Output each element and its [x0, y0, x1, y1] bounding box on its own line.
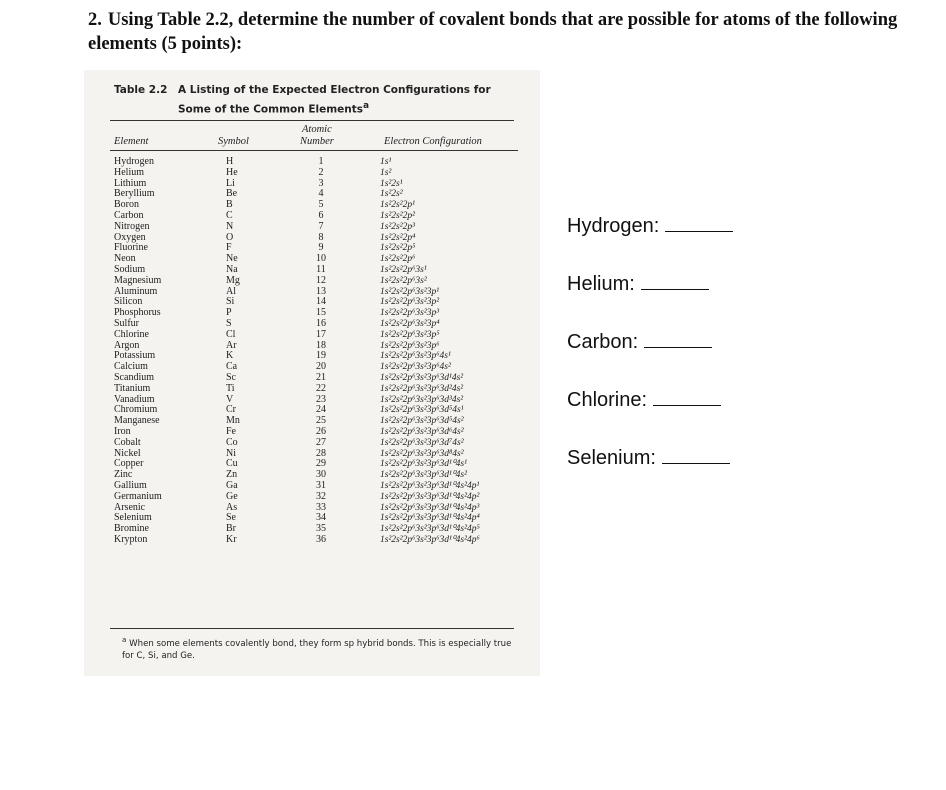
element-name: Krypton [114, 533, 148, 545]
element-symbol: H [226, 156, 234, 167]
table-row [114, 492, 500, 503]
electron-configuration: 1s¹ [380, 157, 392, 167]
element-name: Phosphorus [114, 307, 161, 319]
atomic-number: 27 [316, 436, 326, 448]
header-element: Element [114, 136, 149, 147]
atomic-number: 4 [318, 188, 324, 200]
atomic-number: 34 [316, 512, 326, 524]
element-name: Titanium [114, 382, 151, 394]
element-name: Calcium [114, 361, 148, 373]
answer-label: Selenium: [567, 447, 656, 469]
answer-carbon [567, 329, 712, 354]
element-name: Selenium [114, 512, 152, 524]
element-name: Neon [114, 253, 136, 265]
electron-configuration: 1s²2s²2p⁶3s²3p⁶3d¹⁰4s²4p⁵ [380, 524, 480, 535]
atomic-number: 35 [316, 523, 326, 535]
table-row [114, 362, 500, 373]
atomic-number: 2 [318, 166, 324, 178]
footnote-mark: a [122, 635, 127, 644]
element-name: Boron [114, 199, 139, 211]
atomic-number: 21 [316, 371, 326, 383]
atomic-number: 32 [316, 490, 326, 502]
table-row [114, 211, 500, 222]
element-name: Magnesium [114, 274, 162, 286]
electron-configuration: 1s²2s²2p⁶3s²3p⁶3d⁶4s² [380, 426, 464, 437]
question-number: 2. [88, 10, 102, 30]
table-row [114, 449, 500, 460]
element-symbol: O [226, 231, 234, 243]
atomic-number: 20 [316, 361, 326, 373]
table-row [114, 405, 500, 416]
element-name: Zinc [114, 469, 133, 481]
element-symbol: Cl [226, 328, 236, 340]
electron-configuration: 1s²2s²2p⁶3s² [380, 275, 427, 286]
electron-configuration: 1s²2s²2p⁶3s²3p⁶3d¹4s² [380, 372, 464, 383]
atomic-number: 11 [316, 263, 326, 275]
electron-configuration: 1s²2s²2p⁶3s²3p⁶3d¹⁰4s²4p³ [380, 502, 480, 513]
atomic-number: 13 [316, 285, 326, 297]
element-symbol: Li [226, 177, 235, 189]
table-row [114, 200, 500, 211]
electron-configuration: 1s²2s²2p⁶3s²3p⁶4s¹ [380, 351, 451, 362]
table-row [114, 243, 500, 254]
atomic-number: 15 [316, 307, 326, 319]
electron-configuration: 1s²2s²2p⁶3s²3p⁶3d¹⁰4s² [380, 470, 467, 481]
element-symbol: Cu [226, 458, 238, 470]
element-symbol: Co [226, 436, 238, 448]
answer-blank[interactable] [662, 445, 730, 464]
element-symbol: P [226, 307, 232, 319]
electron-configuration: 1s²2s²2p⁶3s²3p⁶3d⁸4s² [380, 448, 464, 459]
element-symbol: V [226, 393, 234, 405]
table-row [114, 179, 500, 190]
element-symbol: Mg [226, 274, 240, 286]
element-name: Lithium [114, 177, 147, 189]
header-atomic-1: Atomic [302, 124, 332, 135]
element-name: Carbon [114, 209, 144, 221]
element-symbol: Se [226, 512, 236, 524]
element-name: Hydrogen [114, 156, 154, 167]
element-name: Chromium [114, 404, 158, 416]
electron-configuration: 1s²2s²2p⁶3s²3p⁶3d³4s² [380, 394, 464, 405]
electron-configuration: 1s²2s²2p⁶3s¹ [380, 264, 427, 275]
rule-bottom [110, 628, 514, 629]
element-name: Copper [114, 458, 144, 470]
table-row [114, 384, 500, 395]
element-name: Manganese [114, 415, 160, 427]
atomic-number: 31 [316, 479, 326, 491]
element-name: Cobalt [114, 436, 141, 448]
element-name: Sulfur [114, 317, 139, 329]
atomic-number: 8 [318, 231, 324, 243]
element-symbol: F [226, 242, 232, 254]
element-symbol: B [226, 199, 233, 211]
table-row [114, 254, 500, 265]
element-symbol: Fe [226, 425, 236, 437]
table-row [114, 535, 500, 546]
atomic-number: 5 [318, 199, 324, 211]
electron-configuration: 1s²2s²2p⁶3s²3p⁶3d⁷4s² [380, 437, 464, 448]
element-symbol: Na [226, 263, 238, 275]
element-name: Germanium [114, 490, 162, 502]
atomic-number: 28 [316, 447, 326, 459]
header-config: Electron Configuration [384, 136, 482, 147]
question-body: Using Table 2.2, determine the number of covalent bonds that are possible for atoms of the following elements (5 points): [88, 10, 898, 54]
element-symbol: Ne [226, 253, 238, 265]
element-symbol: Al [226, 285, 236, 297]
rule-top [110, 120, 514, 121]
element-name: Helium [114, 166, 144, 178]
electron-configuration: 1s²2s²2p⁶3s²3p⁶3d¹⁰4s¹ [380, 459, 467, 470]
atomic-number: 19 [316, 350, 326, 362]
electron-configuration: 1s²2s²2p⁶3s²3p⁶3d⁵4s² [380, 416, 464, 427]
header-symbol: Symbol [218, 136, 249, 147]
table-row [114, 459, 500, 470]
electron-configuration: 1s²2s²2p⁶3s²3p¹ [380, 286, 440, 297]
answer-label: Chlorine: [567, 389, 648, 411]
answer-label: Hydrogen: [567, 215, 660, 237]
atomic-number: 23 [316, 393, 326, 405]
atomic-number: 9 [318, 242, 324, 254]
table-row [114, 287, 500, 298]
answer-blank[interactable] [653, 387, 721, 406]
element-symbol: K [226, 350, 234, 362]
answer-chlorine [567, 387, 721, 412]
element-name: Iron [114, 425, 131, 437]
electron-configuration: 1s²2s²2p² [380, 210, 415, 221]
answer-blank[interactable] [641, 271, 709, 290]
electron-configuration: 1s²2s²2p¹ [380, 200, 415, 211]
atomic-number: 26 [316, 425, 326, 437]
answer-label: Carbon: [567, 331, 639, 353]
table-title-mark: a [363, 101, 369, 111]
electron-configuration: 1s²2s²2p⁴ [380, 232, 416, 243]
answer-blank[interactable] [644, 329, 712, 348]
atomic-number: 30 [316, 469, 326, 481]
electron-configuration: 1s²2s¹ [380, 178, 403, 189]
electron-configuration: 1s²2s²2p⁶3s²3p⁶ [380, 340, 440, 351]
atomic-number: 3 [318, 177, 324, 189]
table-row [114, 276, 500, 287]
element-symbol: Ca [226, 361, 238, 373]
table-row [114, 524, 500, 535]
atomic-number: 7 [318, 220, 324, 232]
electron-configuration: 1s²2s²2p⁶3s²3p⁶3d¹⁰4s²4p¹ [380, 480, 480, 491]
table-row [114, 427, 500, 438]
element-name: Bromine [114, 523, 149, 535]
table-title-line1: A Listing of the Expected Electron Configurations for [178, 84, 491, 96]
element-name: Nitrogen [114, 220, 150, 232]
electron-configuration: 1s²2s²2p⁶3s²3p⁵ [380, 329, 440, 340]
element-symbol: Kr [226, 533, 237, 545]
element-name: Beryllium [114, 188, 155, 200]
table-row [114, 351, 500, 362]
element-name: Vanadium [114, 393, 155, 405]
atomic-number: 10 [316, 253, 326, 265]
electron-configuration: 1s² [380, 167, 392, 178]
element-symbol: Ar [226, 339, 237, 351]
electron-configuration: 1s²2s²2p⁵ [380, 243, 416, 254]
rule-header [110, 150, 518, 151]
table-row [114, 481, 500, 492]
electron-configuration: 1s²2s²2p⁶3s²3p³ [380, 308, 440, 319]
electron-configuration: 1s²2s²2p⁶3s²3p⁴ [380, 318, 440, 329]
atomic-number: 22 [316, 382, 326, 394]
electron-configuration: 1s²2s²2p⁶3s²3p⁶3d²4s² [380, 383, 464, 394]
element-symbol: Ti [226, 382, 235, 394]
table-row [114, 265, 500, 276]
footnote [122, 634, 522, 662]
atomic-number: 29 [316, 458, 326, 470]
table-row [114, 168, 500, 179]
answer-hydrogen [567, 213, 733, 238]
element-symbol: Mn [226, 415, 240, 427]
electron-configuration: 1s²2s²2p⁶3s²3p⁶3d¹⁰4s²4p⁶ [380, 534, 480, 545]
electron-configuration: 1s²2s²2p⁶3s²3p⁶3d¹⁰4s²4p⁴ [380, 513, 480, 524]
element-name: Gallium [114, 479, 147, 491]
electron-configuration: 1s²2s²2p⁶3s²3p⁶3d⁵4s¹ [380, 405, 464, 416]
table-title-line2: Some of the Common Elements [178, 103, 364, 116]
element-symbol: Ni [226, 447, 236, 459]
table-row [114, 189, 500, 200]
electron-configuration: 1s²2s²2p³ [380, 221, 415, 232]
atomic-number: 1 [318, 156, 324, 167]
table-row [114, 330, 500, 341]
electron-configuration: 1s²2s²2p⁶3s²3p⁶3d¹⁰4s²4p² [380, 491, 480, 502]
electron-configuration: 1s²2s²2p⁶3s²3p⁶4s² [380, 362, 451, 373]
table-row [114, 319, 500, 330]
element-name: Silicon [114, 296, 143, 308]
element-name: Nickel [114, 447, 141, 459]
atomic-number: 36 [316, 533, 326, 545]
table-row [114, 341, 500, 352]
element-name: Sodium [114, 263, 146, 275]
element-symbol: Ga [226, 479, 238, 491]
table-row [114, 373, 500, 384]
table-row [114, 308, 500, 319]
element-symbol: Sc [226, 371, 236, 383]
atomic-number: 33 [316, 501, 326, 513]
table-label: Table 2.2 [114, 84, 168, 96]
table-row [114, 416, 500, 427]
table-row [114, 513, 500, 524]
atomic-number: 25 [316, 415, 326, 427]
table-row [114, 222, 500, 233]
answer-helium [567, 271, 709, 296]
element-name: Fluorine [114, 242, 148, 254]
answer-label: Helium: [567, 273, 635, 295]
element-name: Chlorine [114, 328, 149, 340]
table-row [114, 470, 500, 481]
atomic-number: 16 [316, 317, 326, 329]
element-name: Scandium [114, 371, 154, 383]
element-name: Oxygen [114, 231, 146, 243]
element-name: Aluminum [114, 285, 158, 297]
element-symbol: Si [226, 296, 235, 308]
element-symbol: Ge [226, 490, 238, 502]
electron-configuration: 1s²2s²2p⁶3s²3p² [380, 297, 440, 308]
element-symbol: Br [226, 523, 236, 535]
table-image [84, 70, 540, 676]
atomic-number: 12 [316, 274, 326, 286]
footnote-text: When some elements covalently bond, they form sp hybrid bonds. This is especially true for C, Si, and Ge. [122, 638, 512, 661]
element-symbol: S [226, 317, 232, 329]
element-symbol: Be [226, 188, 238, 200]
answer-selenium [567, 445, 730, 470]
electron-configuration: 1s²2s² [380, 189, 403, 200]
atomic-number: 18 [316, 339, 326, 351]
question-text [88, 8, 908, 56]
electron-configuration: 1s²2s²2p⁶ [380, 254, 416, 265]
element-name: Potassium [114, 350, 156, 362]
table-row [114, 503, 500, 514]
header-atomic-2: Number [300, 136, 334, 147]
table-title [114, 82, 491, 118]
answer-blank[interactable] [665, 213, 733, 232]
table-row [114, 297, 500, 308]
atomic-number: 24 [316, 404, 326, 416]
table-row [114, 438, 500, 449]
element-name: Arsenic [114, 501, 146, 513]
table-row [114, 157, 500, 168]
table-row [114, 233, 500, 244]
element-table [114, 157, 500, 546]
atomic-number: 6 [318, 209, 324, 221]
element-symbol: Zn [226, 469, 238, 481]
element-name: Argon [114, 339, 140, 351]
table-row [114, 395, 500, 406]
element-symbol: C [226, 209, 233, 221]
element-symbol: As [226, 501, 238, 513]
atomic-number: 17 [316, 328, 326, 340]
atomic-number: 14 [316, 296, 326, 308]
element-symbol: He [226, 166, 238, 178]
element-symbol: N [226, 220, 234, 232]
element-symbol: Cr [226, 404, 236, 416]
